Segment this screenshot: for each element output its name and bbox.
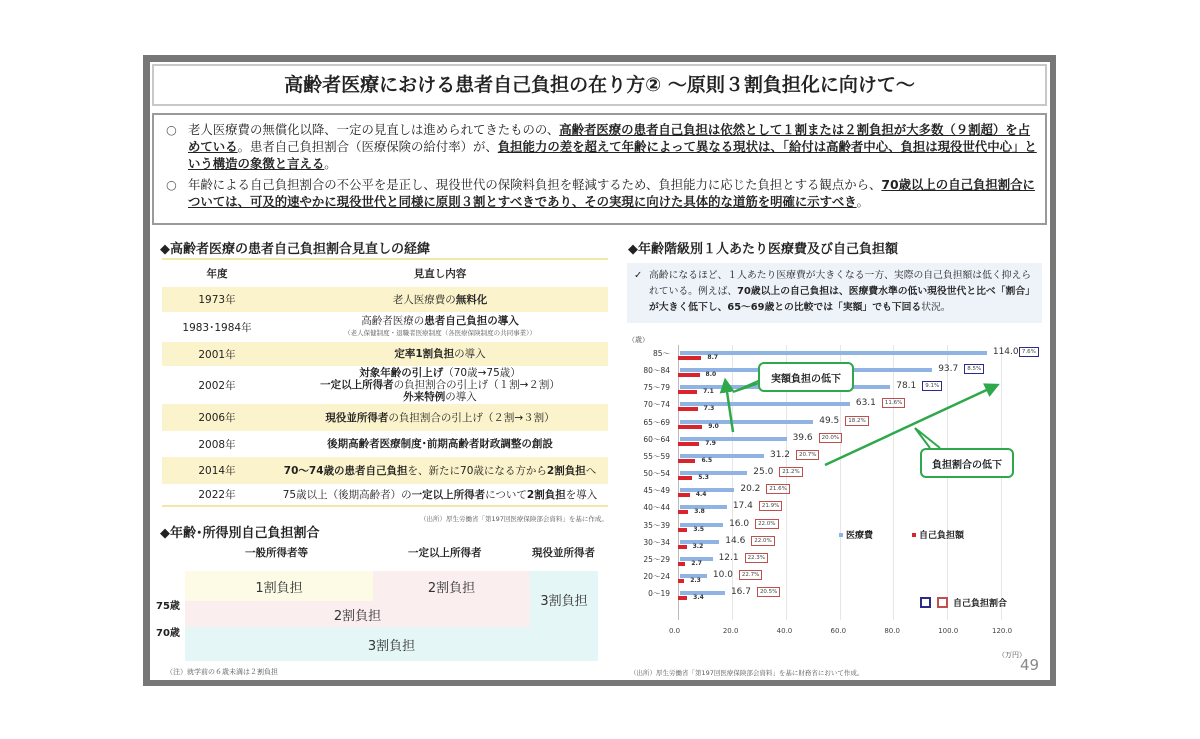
page-number: 49 [1020, 656, 1040, 674]
slide-title: 高齢者医療における患者自己負担の在り方② ～原則３割負担化に向けて～ [152, 64, 1047, 106]
ratio-heading: ◆年齢･所得別自己負担割合 [160, 526, 320, 541]
col-general: 一般所得者等 [245, 547, 308, 559]
history-content: 70～74歳の患者自己負担を、新たに70歳になる方から2割負担へ [272, 457, 608, 484]
x-tick-label: 80.0 [884, 627, 900, 635]
history-year: 1983･1984年 [182, 321, 252, 334]
medical-cost-label: 17.4 [732, 501, 753, 512]
history-year: 2014年 [162, 457, 272, 484]
ratio-box: 22.3% [745, 553, 768, 563]
history-content: 対象年齢の引上げ（70歳→75歳） 一定以上所得者の負担割合の引上げ（１割→２割） 外来特例の導入 [320, 367, 560, 403]
y-tick-label: 55～59 [643, 451, 670, 461]
medical-cost-label: 49.5 [819, 415, 840, 426]
medical-cost-label: 16.0 [729, 518, 750, 529]
history-year: 2002年 [198, 379, 236, 392]
chart-note [627, 263, 1042, 323]
y-tick-label: 80～84 [643, 366, 670, 376]
y-tick-label: 0～19 [648, 589, 670, 599]
history-heading: ◆高齢者医療の患者自己負担割合見直しの経緯 [160, 242, 430, 257]
col-year: 年度 [162, 259, 272, 287]
history-content: 老人医療費の無料化 [272, 287, 608, 312]
y-tick-label: 45～49 [643, 486, 670, 496]
medical-cost-label: 39.6 [792, 432, 813, 443]
history-year: 2008年 [198, 438, 236, 451]
col-active: 現役並所得者 [532, 547, 595, 559]
cell-70-74: 2割負担 [185, 601, 530, 627]
y-tick-label: 25～29 [643, 554, 670, 564]
y-tick-label: 35～39 [643, 520, 670, 530]
circle-bullet-icon: ○ [166, 122, 177, 137]
check-icon: ✓ [634, 270, 643, 281]
self-pay-label: 5.3 [698, 474, 709, 482]
x-unit: （万円） [998, 651, 1026, 659]
x-tick-label: 40.0 [776, 627, 793, 635]
ratio-box: 18.2% [845, 416, 868, 426]
ratio-box: 21.9% [759, 501, 782, 511]
ratio-box: 21.2% [779, 467, 802, 477]
self-pay-label: 3.4 [693, 594, 704, 602]
ratio-note: （注）就学前の６歳未満は２割負担 [166, 668, 278, 676]
summary-box [152, 113, 1047, 225]
y-tick-label: 85～ [652, 349, 670, 358]
y-tick-label: 50～54 [643, 469, 670, 479]
history-year: 2001年 [162, 342, 272, 366]
y-unit: （歳） [628, 336, 649, 344]
ratio-box: 9.1% [922, 381, 942, 391]
medical-cost-label: 93.7 [938, 364, 959, 375]
ratio-box: 21.6% [766, 484, 789, 494]
medical-cost-label: 14.6 [725, 535, 746, 546]
self-pay-label: 7.1 [703, 388, 714, 396]
history-content: 高齢者医療の患者自己負担の導入 （老人保健制度・退職者医療制度（各医療保険制度の共同事業）） [344, 315, 536, 337]
x-tick-label: 60.0 [830, 627, 847, 635]
ratio-box: 22.7% [739, 570, 762, 580]
self-pay-label: 3.5 [693, 525, 705, 533]
ratio-box: 20.7% [796, 450, 819, 460]
summary-bullet: ○ 老人医療費の無償化以降、一定の見直しは進められてきたものの、高齢者医療の患者自己負担は依然として１割または２割負担が大多数（９割超）を占めている。患者自己負担割合（医療保険の給付率）が、負担能力の差を超えて年齢によって異なる現状は、「給付は高齢者中心、負担は現役世代中心」という構造の象徴と言える。 [166, 122, 1037, 171]
medical-cost-label: 12.1 [718, 552, 739, 563]
callout-pointer-ratio [915, 428, 940, 448]
x-tick-label: 20.0 [722, 627, 739, 635]
self-pay-label: 8.7 [707, 354, 719, 361]
circle-bullet-icon: ○ [166, 177, 177, 192]
age-70-label: 70歳 [156, 628, 180, 639]
chart-heading: ◆年齢階級別１人あたり医療費及び自己負担額 [628, 242, 898, 257]
chart-note-text: 高齢になるほど、１人あたり医療費が大きくなる一方、実際の自己負担額は低く抑えられている。例えば、70歳以上の自己負担は、医療費水準の低い現役世代と比べ「割合」が大きく低下し、65～69歳との比較では「実額」でも下回る状況。 [649, 270, 1035, 313]
legend-ratio: 自己負担割合 [953, 599, 1008, 609]
callout-ratio: 負担割合の低下 [920, 448, 1014, 478]
legend-medical: 医療費 [846, 531, 874, 541]
self-pay-label: 6.5 [701, 456, 713, 464]
x-tick-label: 0.0 [669, 627, 681, 635]
medical-cost-label: 31.2 [769, 449, 791, 460]
ratio-box: 8.5% [964, 364, 984, 374]
ratio-box: 7.6% [1019, 347, 1039, 357]
history-row [162, 404, 608, 431]
medical-cost-label: 10.0 [712, 569, 733, 580]
age-75-label: 75歳 [156, 601, 180, 612]
medical-cost-label: 16.7 [730, 587, 751, 598]
history-row [162, 366, 608, 404]
y-tick-label: 75～79 [643, 383, 670, 393]
history-year: 2006年 [162, 404, 272, 431]
legend-selfpay: 自己負担額 [919, 531, 965, 541]
history-content: 現役並所得者の負担割合の引上げ（２割→３割） [272, 404, 608, 431]
col-high: 一定以上所得者 [408, 547, 482, 559]
ratio-box: 20.0% [819, 433, 842, 443]
col-content: 見直し内容 [272, 259, 608, 287]
self-pay-label: 7.9 [705, 439, 716, 447]
self-pay-label: 7.3 [703, 405, 715, 413]
history-year: 1973年 [162, 287, 272, 312]
ratio-box: 22.0% [755, 519, 778, 529]
self-pay-label: 4.4 [695, 491, 707, 499]
callout-amount: 実額負担の低下 [758, 362, 854, 392]
history-row [162, 287, 608, 312]
medical-cost-label: 25.0 [753, 467, 774, 478]
bar-chart [620, 330, 1050, 660]
history-row [162, 342, 608, 366]
y-tick-label: 60～64 [643, 434, 670, 444]
history-table [162, 258, 608, 507]
ratio-box: 20.5% [757, 587, 780, 597]
self-pay-label: 9.0 [708, 422, 719, 430]
medical-cost-label: 20.2 [740, 484, 761, 495]
history-row [162, 484, 608, 506]
self-pay-label: 3.2 [692, 542, 704, 550]
self-pay-label: 8.0 [705, 371, 717, 379]
y-tick-label: 65～69 [643, 417, 670, 427]
ratio-box: 22.0% [751, 536, 774, 546]
history-content: 定率1割負担の導入 [272, 342, 608, 366]
self-pay-label: 3.8 [694, 508, 705, 516]
history-row [162, 457, 608, 484]
arrow-amount [726, 385, 733, 432]
y-tick-label: 30～34 [643, 537, 670, 547]
cell-active-70: 3割負担 [530, 571, 598, 627]
history-source: （出所）厚生労働省「第197回医療保険部会資料」を基に作成。 [420, 515, 608, 523]
y-tick-label: 70～74 [643, 400, 670, 410]
cell-high-75: 2割負担 [373, 571, 530, 601]
medical-cost-label: 63.1 [855, 398, 876, 409]
y-tick-label: 40～44 [643, 503, 670, 513]
cell-under-70: 3割負担 [185, 627, 598, 661]
history-row [162, 312, 608, 342]
self-pay-label: 2.3 [690, 576, 701, 584]
medical-cost-label: 78.1 [896, 381, 917, 392]
history-row [162, 431, 608, 457]
chart-source: （出所）厚生労働省「第197回医療保険部会資料」を基に財務省において作成。 [630, 669, 864, 677]
summary-bullet: ○ 年齢による自己負担割合の不公平を是正し、現役世代の保険料負担を軽減するため、負担能力に応じた負担とする観点から、70歳以上の自己負担割合については、可及的速やかに現役世代と同様に原則３割とすべきであり、その実現に向けた具体的な道筋を明確に示すべき。 [166, 177, 1035, 209]
history-content: 75歳以上（後期高齢者）の一定以上所得者について2割負担を導入 [272, 484, 608, 506]
cell-general-75: 1割負担 [185, 571, 373, 601]
history-year: 2022年 [162, 484, 272, 506]
ratio-box: 11.6% [882, 398, 905, 408]
history-content: 後期高齢者医療制度･前期高齢者財政調整の創設 [327, 438, 553, 450]
medical-cost-label: 114.0 [992, 347, 1019, 357]
x-tick-label: 120.0 [992, 627, 1013, 635]
x-tick-label: 100.0 [938, 627, 959, 635]
self-pay-label: 2.7 [691, 559, 702, 567]
y-tick-label: 20～24 [643, 571, 670, 581]
